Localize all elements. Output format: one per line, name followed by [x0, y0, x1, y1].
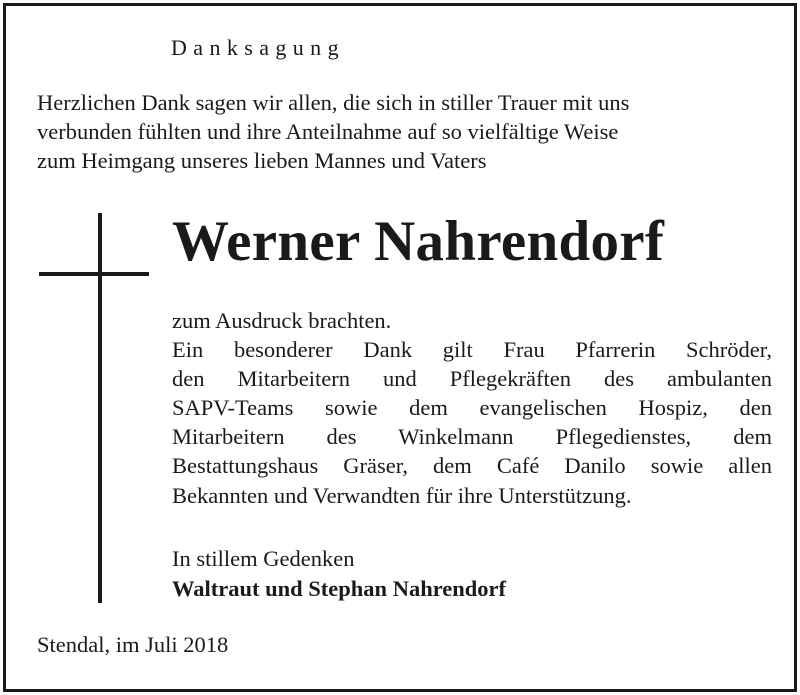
body-line: Bekannten und Verwandten für ihre Unterstützung. [172, 482, 632, 508]
thanks-paragraph [172, 306, 772, 510]
signers: Waltraut und Stephan Nahrendorf [172, 576, 507, 601]
intro-line: zum Heimgang unseres lieben Mannes und Vaters [37, 148, 487, 173]
notice-heading: Danksagung [171, 35, 345, 60]
cross-icon-horizontal [39, 272, 149, 276]
body-line: den Mitarbeitern und Pflegekräften des ambulanten [172, 366, 772, 392]
body-line: zum Ausdruck brachten. [172, 308, 392, 333]
deceased-name: Werner Nahrendorf [172, 210, 665, 273]
memorial-phrase: In stillem Gedenken [172, 546, 355, 571]
intro-line: verbunden fühlten und ihre Anteilnahme auf so vielfältige Weise [37, 119, 619, 144]
body-line: Mitarbeitern des Winkelmann Pflegedienstes, dem [172, 424, 772, 450]
intro-paragraph [37, 88, 777, 175]
obituary-frame [3, 3, 797, 692]
intro-line: Herzlichen Dank sagen wir allen, die sich in stiller Trauer mit uns [37, 90, 630, 115]
place-date: Stendal, im Juli 2018 [37, 632, 229, 657]
body-line: SAPV-Teams sowie dem evangelischen Hospiz, den [172, 395, 772, 421]
body-line: Ein besonderer Dank gilt Frau Pfarrerin Schröder, [172, 337, 772, 363]
body-line: Bestattungshaus Gräser, dem Café Danilo sowie allen [172, 453, 772, 479]
